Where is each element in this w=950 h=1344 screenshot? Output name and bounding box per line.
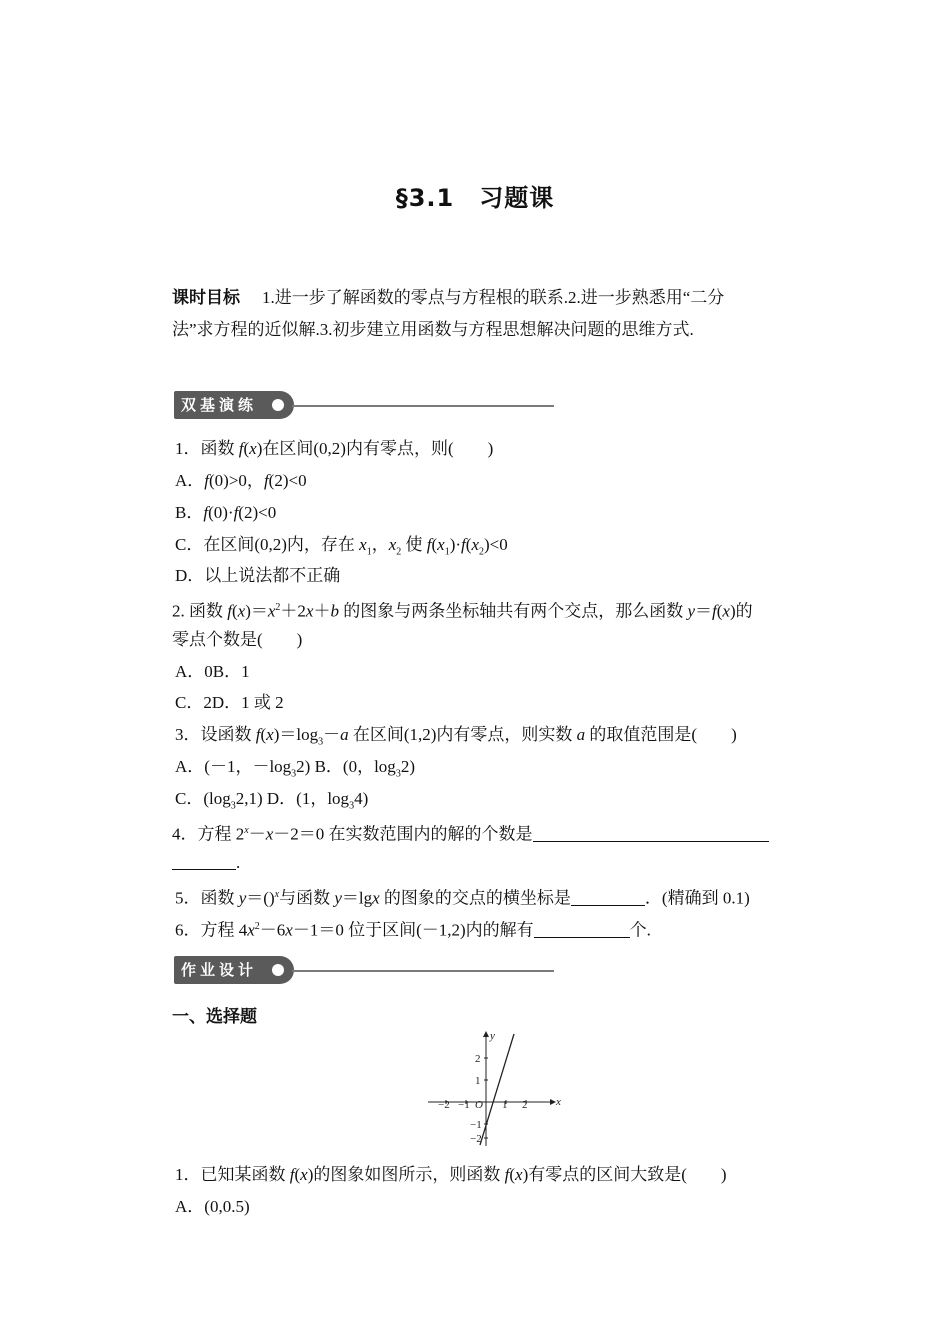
answer-blank[interactable] [534,920,630,938]
section-heading-choice: 一、选择题 [172,1007,257,1027]
bullet-icon [272,964,284,976]
section-basic-label: 双基演练 [181,396,258,414]
q1-option-b: B．f(0)·f(2)<0 [175,503,277,522]
answer-blank[interactable] [172,852,236,870]
x-tick-label: −2 [438,1099,450,1111]
q2-options-cd: C．2D．1 或 2 [175,693,284,712]
function-graph [420,1028,570,1153]
question-2-line2: 零点个数是( ) [172,630,303,649]
divider [292,405,554,407]
q1-option-c: C．在区间(0,2)内，存在 $x_1$，$x_2$ 使 $f(x_1)\cdot f(x_2)<0$ [175,535,508,558]
q1-option-a: A．f(0)>0，f(2)<0 [175,471,307,490]
lesson-objectives [172,282,817,346]
question-5: 5．函数 y＝()$^x$与函数 y＝lgx 的图象的交点的横坐标是 ．(精确到 0.1) [175,888,750,908]
y-axis-label: y [490,1030,495,1042]
answer-blank[interactable] [533,824,769,842]
hw1-option-a: A．(0,0.5) [175,1197,250,1216]
question-1: 1．函数 f(x)在区间(0,2)内有零点，则( ) [175,439,494,458]
question-2-line1: 2. 函数 $f(x)=x^2+2x+b$ 的图象与两条坐标轴共有两个交点，那么函数 y＝f(x)的 [172,601,753,621]
y-tick-label: 1 [475,1075,481,1087]
q3-options-ab: A．(－1，$-\log_32$) B．(0，$\log_32$) [175,757,415,780]
section-homework-label: 作业设计 [181,961,258,979]
y-tick-label: −2 [470,1133,482,1145]
divider [292,970,554,972]
q3-options-cd: C．$(\log_32,1)$ D．(1，$\log_34$) [175,789,369,812]
function-curve [480,1034,514,1145]
question-4: 4．方程 $2^x-x-2=0$ 在实数范围内的解的个数是 [172,819,769,847]
page-title: §3.1 习题课 [395,184,555,212]
bullet-icon [272,399,284,411]
x-axis-label: x [556,1096,561,1108]
y-tick-label: 2 [475,1053,481,1065]
x-tick-label: 2 [522,1099,528,1111]
q1-option-d: D．以上说法都不正确 [175,566,341,585]
objectives-label: 课时目标 [172,288,240,308]
origin-label: O [475,1099,483,1111]
question-4-cont: . [172,851,240,875]
question-6: 6．方程 $4x^2-6x-1=0$ 位于区间(－1,2)内的解有 个. [175,920,651,940]
objectives-line1: 1.进一步了解函数的零点与方程根的联系.2.进一步熟悉用“二分 [262,288,725,307]
answer-blank[interactable] [571,888,645,906]
q2-options-ab: A．0B．1 [175,662,250,681]
x-tick-label: −1 [458,1099,470,1111]
question-3: 3．设函数 $f(x)=\log_3-a$ 在区间(1,2)内有零点，则实数 a 的取值范围是( ) [175,725,737,748]
y-tick-label: −1 [470,1119,482,1131]
objectives-line2: 法”求方程的近似解.3.初步建立用函数与方程思想解决问题的思维方式. [172,320,694,339]
x-tick-label: 1 [502,1099,508,1111]
homework-question-1: 1．已知某函数 f(x)的图象如图所示，则函数 f(x)有零点的区间大致是( ) [175,1165,727,1184]
